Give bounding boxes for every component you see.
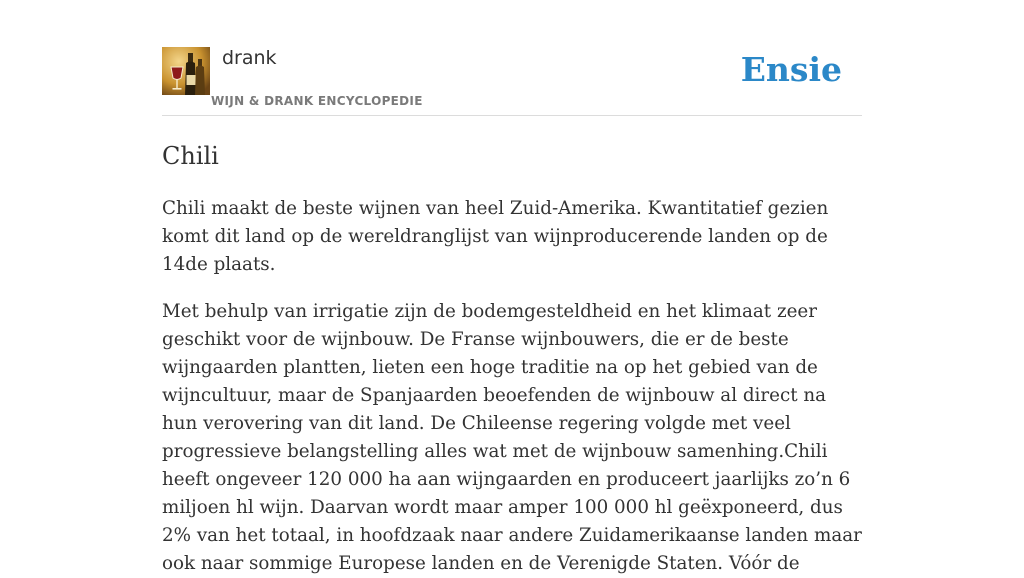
page (162, 0, 862, 578)
article-paragraph: Chili maakt de beste wijnen van heel Zuid-Amerika. Kwantitatief gezien komt dit land op de wereldranglijst van wijnproducerende landen op de 14de plaats. (162, 198, 829, 275)
site-header (162, 46, 862, 116)
article-body (162, 195, 862, 578)
page-title: Chili (162, 142, 219, 170)
ensie-logo[interactable]: Ensie (740, 50, 842, 89)
site-subtitle: WIJN & DRANK ENCYCLOPEDIE (211, 94, 423, 108)
wine-bottle-glass-icon[interactable] (162, 47, 210, 95)
site-name-link[interactable]: drank (222, 47, 277, 69)
article-paragraph: Met behulp van irrigatie zijn de bodemgesteldheid en het klimaat zeer geschikt voor de wijnbouw. De Franse wijnbouwers, die er de beste wijngaarden plantten, lieten een hoge traditie na op het gebied van de wijncultuur, maar de Spanjaarden beoefenden de wijnbouw al direct na hun verovering van dit land. De Chileense regering volgde met veel progressieve belangstelling alles wat met de wijnbouw samenhing.Chili heeft ongeveer 120 000 ha aan wijngaarden en produceert jaarlijks zo’n 6 miljoen hl wijn. Daarvan wordt maar amper 100 000 hl geëxponeerd, dus 2% van het totaal, in hoofdzaak naar andere Zuidamerikaanse landen maar ook naar sommige Europese landen en de Verenigde Staten. Vóór de (162, 301, 862, 574)
